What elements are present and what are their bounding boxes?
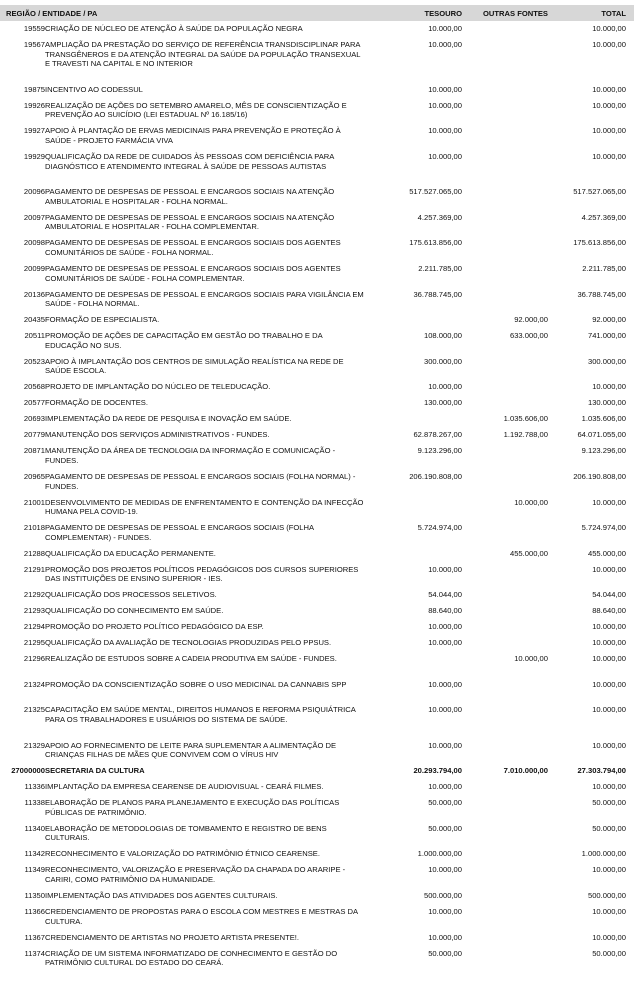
row-description: MANUTENÇÃO DA ÁREA DE TECNOLOGIA DA INFORMAÇÃO E COMUNICAÇÃO - FUNDES. [45, 446, 336, 465]
row-tesouro: 1.000.000,00 [417, 849, 462, 859]
row-total: 50.000,00 [592, 798, 626, 808]
row-description: PAGAMENTO DE DESPESAS DE PESSOAL E ENCARGOS SOCIAIS DOS AGENTES COMUNITÁRIOS DE SAÚDE - FOLHA NORMAL. [45, 238, 341, 257]
row-code: 11340 [24, 823, 45, 833]
table-row [0, 315, 634, 331]
table-row [0, 152, 634, 187]
table-row [0, 398, 634, 414]
row-total: 1.000.000,00 [581, 849, 626, 859]
table-row [0, 472, 634, 498]
row-code: 20096 [23, 187, 45, 197]
row-tesouro: 10.000,00 [428, 126, 462, 136]
row-total: 10.000,00 [592, 40, 626, 49]
row-code: 20099 [23, 263, 45, 273]
row-tesouro: 175.613.856,00 [409, 238, 462, 248]
row-total: 455.000,00 [587, 548, 626, 558]
table-row [0, 782, 634, 798]
row-outras-fontes: 10.000,00 [514, 654, 548, 664]
table-row [0, 414, 634, 430]
row-description: RECONHECIMENTO, VALORIZAÇÃO E PRESERVAÇÃO DA CHAPADA DO ARARIPE - CARIRI, COMO PATRIMÔNIO DA HUMANIDADE. [45, 865, 346, 885]
table-row [0, 606, 634, 622]
row-tesouro: 10.000,00 [428, 564, 462, 574]
row-code: 20693 [23, 414, 45, 424]
table-row [0, 590, 634, 606]
row-description: PAGAMENTO DE DESPESAS DE PESSOAL E ENCARGOS SOCIAIS NA ATENÇÃO AMBULATORIAL E HOSPITALAR - FOLHA NORMAL. [45, 187, 335, 206]
row-description: REALIZAÇÃO DE ESTUDOS SOBRE A CADEIA PRODUTIVA EM SAÚDE - FUNDES. [45, 654, 337, 664]
row-code: 21324 [23, 679, 45, 689]
row-description: IMPLANTAÇÃO DA EMPRESA CEARENSE DE AUDIOVISUAL - CEARÁ FILMES. [45, 782, 324, 792]
row-total: 88.640,00 [592, 606, 626, 616]
table-row [0, 446, 634, 472]
row-total: 10.000,00 [592, 126, 626, 136]
row-total: 10.000,00 [592, 382, 626, 392]
row-tesouro: 10.000,00 [428, 622, 462, 632]
row-code: 11367 [24, 932, 45, 942]
row-tesouro: 10.000,00 [428, 638, 462, 648]
row-description: APOIO AO FORNECIMENTO DE LEITE PARA SUPLEMENTAR A ALIMENTAÇÃO DE CRIANÇAS FILHAS DE MÃES QUE CONVIVEM COM O VÍRUS HIV [45, 740, 337, 760]
row-total: 64.071.055,00 [577, 430, 626, 440]
row-tesouro: 36.788.745,00 [413, 289, 462, 299]
table-row [0, 933, 634, 949]
row-tesouro: 88.640,00 [428, 606, 462, 616]
row-code: 20136 [23, 289, 45, 299]
row-total: 10.000,00 [592, 654, 626, 664]
row-total: 10.000,00 [592, 705, 626, 715]
table-row [0, 498, 634, 524]
row-code: 20523 [23, 356, 45, 366]
row-total: 300.000,00 [587, 356, 626, 366]
row-description: PROMOÇÃO DOS PROJETOS POLÍTICOS PEDAGÓGICOS DOS CURSOS SUPERIORES DAS INSTITUIÇÕES DE ENSINO SUPERIOR - IES. [45, 564, 359, 584]
row-description: PROJETO DE IMPLANTAÇÃO DO NÚCLEO DE TELEDUCAÇÃO. [45, 382, 271, 392]
header-tesouro: TESOURO [424, 9, 462, 18]
row-tesouro: 130.000,00 [423, 398, 462, 408]
row-code: 11342 [24, 849, 45, 859]
row-tesouro: 517.527.065,00 [409, 187, 462, 197]
row-code: 20779 [23, 430, 45, 440]
row-total: 206.190.808,00 [573, 471, 626, 481]
row-total: 10.000,00 [592, 907, 626, 917]
row-description: FORMAÇÃO DE DOCENTES. [45, 398, 148, 408]
row-description: IMPLEMENTAÇÃO DA REDE DE PESQUISA E INOVAÇÃO EM SAÚDE. [45, 414, 292, 424]
row-total: 50.000,00 [592, 823, 626, 833]
row-description: FORMAÇÃO DE ESPECIALISTA. [45, 315, 160, 325]
row-description: ELABORAÇÃO DE PLANOS PARA PLANEJAMENTO E EXECUÇÃO DAS POLÍTICAS PÚBLICAS DE PATRIMÔNIO. [45, 798, 340, 817]
row-outras-fontes: 633.000,00 [509, 331, 548, 341]
row-tesouro: 10.000,00 [428, 382, 462, 392]
row-total: 92.000,00 [592, 315, 626, 325]
table-row [0, 331, 634, 357]
table-row [0, 85, 634, 101]
row-total: 27.303.794,00 [577, 766, 626, 776]
row-description: CRIAÇÃO DE UM SISTEMA INFORMATIZADO DE CONHECIMENTO E GESTÃO DO PATRIMÔNIO CULTURAL DO ESTADO DO CEARÁ. [45, 948, 338, 968]
table-row [0, 798, 634, 824]
row-code: 19559 [23, 24, 45, 33]
row-total: 10.000,00 [592, 564, 626, 574]
row-total: 130.000,00 [587, 398, 626, 408]
table-row [0, 849, 634, 865]
header-outras-fontes: OUTRAS FONTES [483, 9, 548, 18]
row-description: SECRETARIA DA CULTURA [45, 766, 145, 776]
row-tesouro: 50.000,00 [428, 948, 462, 958]
row-description: IMPLEMENTAÇÃO DAS ATIVIDADES DOS AGENTES CULTURAIS. [45, 891, 278, 901]
table-row [0, 523, 634, 549]
row-tesouro: 10.000,00 [428, 679, 462, 689]
row-total: 10.000,00 [592, 932, 626, 942]
row-total: 2.211.785,00 [582, 263, 626, 273]
row-total: 741.000,00 [587, 331, 626, 341]
row-code: 21296 [23, 654, 45, 664]
row-outras-fontes: 455.000,00 [509, 548, 548, 558]
table-row [0, 565, 634, 591]
row-code: 21294 [23, 622, 45, 632]
table-row [0, 290, 634, 316]
row-total: 10.000,00 [592, 740, 626, 750]
row-total: 10.000,00 [592, 638, 626, 648]
row-total: 4.257.369,00 [581, 212, 626, 222]
row-code: 21329 [23, 740, 45, 750]
row-code: 19926 [23, 100, 45, 110]
row-tesouro: 54.044,00 [428, 590, 462, 600]
row-tesouro: 10.000,00 [428, 907, 462, 917]
row-code: 20965 [23, 471, 45, 481]
row-description: QUALIFICAÇÃO DA EDUCAÇÃO PERMANENTE. [45, 548, 216, 558]
table-row [0, 126, 634, 152]
row-tesouro: 10.000,00 [428, 740, 462, 750]
header-total: TOTAL [601, 9, 626, 18]
row-code: 21293 [23, 606, 45, 616]
table-row [0, 187, 634, 213]
row-tesouro: 10.000,00 [428, 151, 462, 161]
row-outras-fontes: 1.035.606,00 [503, 414, 548, 424]
row-description: AMPLIAÇÃO DA PRESTAÇÃO DO SERVIÇO DE REFERÊNCIA TRANSDISCIPLINAR PARA TRANSGÊNEROS E DA ATENÇÃO INTEGRAL DA SAÚDE DA POPULAÇÃO TRANSEXUAL E TRAVESTI NA CAPITAL E NO INTERIOR [45, 40, 361, 69]
row-description: CREDENCIAMENTO DE PROPOSTAS PARA O ESCOLA COM MESTRES E MESTRAS DA CULTURA. [45, 907, 358, 926]
row-code: 21292 [23, 590, 45, 600]
table-row [0, 549, 634, 565]
row-code: 11350 [24, 891, 45, 901]
row-code: 21001 [23, 497, 45, 507]
table-row [0, 865, 634, 891]
row-total: 500.000,00 [587, 891, 626, 901]
row-code: 20568 [23, 382, 45, 392]
row-code: 20097 [23, 212, 45, 222]
row-total: 10.000,00 [592, 679, 626, 689]
row-code: 21295 [23, 638, 45, 648]
row-total: 10.000,00 [592, 24, 626, 33]
row-tesouro: 10.000,00 [428, 782, 462, 792]
row-description: MANUTENÇÃO DOS SERVIÇOS ADMINISTRATIVOS - FUNDES. [45, 430, 270, 440]
row-tesouro: 10.000,00 [428, 865, 462, 875]
row-description: QUALIFICAÇÃO DA AVALIAÇÃO DE TECNOLOGIAS PRODUZIDAS PELO PPSUS. [45, 638, 332, 648]
row-description: QUALIFICAÇÃO DO CONHECIMENTO EM SAÚDE. [45, 606, 224, 616]
row-total: 54.044,00 [592, 590, 626, 600]
table-row [0, 891, 634, 907]
table-row [0, 824, 634, 850]
row-total: 10.000,00 [592, 782, 626, 792]
row-tesouro: 20.293.794,00 [413, 766, 462, 776]
row-code: 20871 [23, 446, 45, 456]
row-outras-fontes: 7.010.000,00 [503, 766, 548, 776]
row-description: REALIZAÇÃO DE AÇÕES DO SETEMBRO AMARELO, MÊS DE CONSCIENTIZAÇÃO E PREVENÇÃO AO SUICÍDIO (LEI ESTADUAL Nº 16.185/16) [45, 100, 347, 120]
row-tesouro: 108.000,00 [423, 331, 462, 341]
table-row [0, 622, 634, 638]
row-tesouro: 50.000,00 [428, 823, 462, 833]
table-row [0, 654, 634, 680]
row-description: PROMOÇÃO DO PROJETO POLÍTICO PEDAGÓGICO DA ESP. [45, 622, 264, 632]
row-total: 50.000,00 [592, 948, 626, 958]
row-total: 10.000,00 [592, 151, 626, 161]
table-row [0, 705, 634, 740]
row-description: DESENVOLVIMENTO DE MEDIDAS DE ENFRENTAMENTO E CONTENÇÃO DA INFECÇÃO HUMANA PELA COVID-19. [45, 497, 364, 517]
row-code: 20098 [23, 238, 45, 248]
row-tesouro: 9.123.296,00 [417, 446, 462, 456]
row-tesouro: 4.257.369,00 [417, 212, 462, 222]
table-row [0, 680, 634, 706]
row-tesouro: 5.724.974,00 [417, 523, 462, 533]
row-tesouro: 206.190.808,00 [409, 471, 462, 481]
row-description: PAGAMENTO DE DESPESAS DE PESSOAL E ENCARGOS SOCIAIS (FOLHA COMPLEMENTAR) - FUNDES. [45, 523, 314, 542]
row-tesouro: 50.000,00 [428, 798, 462, 808]
table-row [0, 40, 634, 85]
row-description: INCENTIVO AO CODESSUL [45, 84, 143, 94]
row-code: 19929 [23, 151, 45, 161]
table-row [0, 949, 634, 975]
row-tesouro: 300.000,00 [423, 356, 462, 366]
table-row [0, 213, 634, 239]
row-description: PAGAMENTO DE DESPESAS DE PESSOAL E ENCARGOS SOCIAIS (FOLHA NORMAL) - FUNDES. [45, 471, 356, 491]
row-description: CRIAÇÃO DE NÚCLEO DE ATENÇÃO À SAÚDE DA POPULAÇÃO NEGRA [45, 24, 303, 33]
row-code: 11338 [24, 798, 45, 808]
row-description: RECONHECIMENTO E VALORIZAÇÃO DO PATRIMÔNIO ÉTNICO CEARENSE. [45, 849, 320, 859]
table-row [0, 741, 634, 767]
row-description: PAGAMENTO DE DESPESAS DE PESSOAL E ENCARGOS SOCIAIS DOS AGENTES COMUNITÁRIOS DE SAÚDE - FOLHA COMPLEMENTAR. [45, 263, 341, 283]
row-total: 10.000,00 [592, 622, 626, 632]
table-row [0, 238, 634, 264]
row-code: 20435 [23, 315, 45, 325]
row-total: 1.035.606,00 [581, 414, 626, 424]
table-row [0, 430, 634, 446]
table-row [0, 638, 634, 654]
section-row [0, 766, 634, 782]
row-tesouro: 500.000,00 [423, 891, 462, 901]
row-tesouro: 10.000,00 [428, 24, 462, 33]
row-total: 9.123.296,00 [581, 446, 626, 456]
row-tesouro: 2.211.785,00 [418, 263, 462, 273]
row-code: 21325 [23, 705, 45, 715]
row-total: 10.000,00 [592, 100, 626, 110]
row-description: PROMOÇÃO DE AÇÕES DE CAPACITAÇÃO EM GESTÃO DO TRABALHO E DA EDUCAÇÃO NO SUS. [45, 331, 323, 350]
row-description: QUALIFICAÇÃO DOS PROCESSOS SELETIVOS. [45, 590, 217, 600]
row-tesouro: 10.000,00 [428, 100, 462, 110]
table-row [0, 382, 634, 398]
table-row [0, 357, 634, 383]
table-row [0, 24, 634, 40]
row-description: ELABORAÇÃO DE METODOLOGIAS DE TOMBAMENTO E REGISTRO DE BENS CULTURAIS. [45, 823, 327, 843]
row-total: 36.788.745,00 [577, 289, 626, 299]
row-outras-fontes: 1.192.788,00 [503, 430, 548, 440]
row-code: 19875 [23, 84, 45, 94]
row-code: 11336 [24, 782, 45, 792]
row-total: 175.613.856,00 [573, 238, 626, 248]
row-code: 21291 [23, 564, 45, 574]
row-code: 11366 [24, 907, 45, 917]
row-total: 517.527.065,00 [573, 187, 626, 197]
table-header [0, 5, 634, 21]
row-description: QUALIFICAÇÃO DA REDE DE CUIDADOS ÀS PESSOAS COM DEFICIÊNCIA PARA DIAGNÓSTICO E ATENDIMENTO INTEGRAL À SAÚDE DE PESSOAS AUTISTAS [45, 151, 334, 171]
row-tesouro: 10.000,00 [428, 932, 462, 942]
row-tesouro: 62.878.267,00 [413, 430, 462, 440]
row-description: CREDENCIAMENTO DE ARTISTAS NO PROJETO ARTISTA PRESENTE!. [45, 932, 300, 942]
row-code: 21018 [23, 523, 45, 533]
row-code: 21288 [23, 548, 45, 558]
table-body [0, 24, 634, 974]
row-description: APOIO À IMPLANTAÇÃO DOS CENTROS DE SIMULAÇÃO REALÍSTICA NA REDE DE SAÚDE ESCOLA. [45, 356, 344, 376]
row-total: 10.000,00 [592, 84, 626, 94]
row-code: 19567 [23, 40, 45, 49]
row-code: 20577 [23, 398, 45, 408]
table-row [0, 101, 634, 127]
row-description: PAGAMENTO DE DESPESAS DE PESSOAL E ENCARGOS SOCIAIS PARA VIGILÂNCIA EM SAÚDE - FOLHA NORMAL. [45, 289, 364, 309]
table-row [0, 264, 634, 290]
row-description: APOIO À PLANTAÇÃO DE ERVAS MEDICINAIS PARA PREVENÇÃO E PROTEÇÃO À SAÚDE - PROJETO FARMÁCIA VIVA [45, 126, 341, 145]
row-code: 11349 [24, 865, 45, 875]
row-code: 20511 [24, 331, 45, 341]
row-outras-fontes: 92.000,00 [514, 315, 548, 325]
row-tesouro: 10.000,00 [428, 705, 462, 715]
row-description: PROMOÇÃO DA CONSCIENTIZAÇÃO SOBRE O USO MEDICINAL DA CANNABIS SPP [45, 679, 347, 689]
row-tesouro: 10.000,00 [428, 84, 462, 94]
row-total: 5.724.974,00 [581, 523, 626, 533]
row-code: 19927 [23, 126, 45, 136]
row-tesouro: 10.000,00 [428, 40, 462, 49]
row-code: 11374 [24, 948, 45, 958]
row-total: 10.000,00 [592, 497, 626, 507]
row-description: PAGAMENTO DE DESPESAS DE PESSOAL E ENCARGOS SOCIAIS NA ATENÇÃO AMBULATORIAL E HOSPITALAR - FOLHA COMPLEMENTAR. [45, 212, 335, 232]
row-outras-fontes: 10.000,00 [514, 497, 548, 507]
table-row [0, 907, 634, 933]
header-region: REGIÃO / ENTIDADE / PA [6, 9, 98, 18]
row-code: 27000000 [11, 766, 45, 776]
row-total: 10.000,00 [592, 865, 626, 875]
row-description: CAPACITAÇÃO EM SAÚDE MENTAL, DIREITOS HUMANOS E REFORMA PSIQUIÁTRICA PARA OS TRABALHADORES E USUÁRIOS DO SISTEMA DE SAÚDE. [45, 705, 356, 725]
